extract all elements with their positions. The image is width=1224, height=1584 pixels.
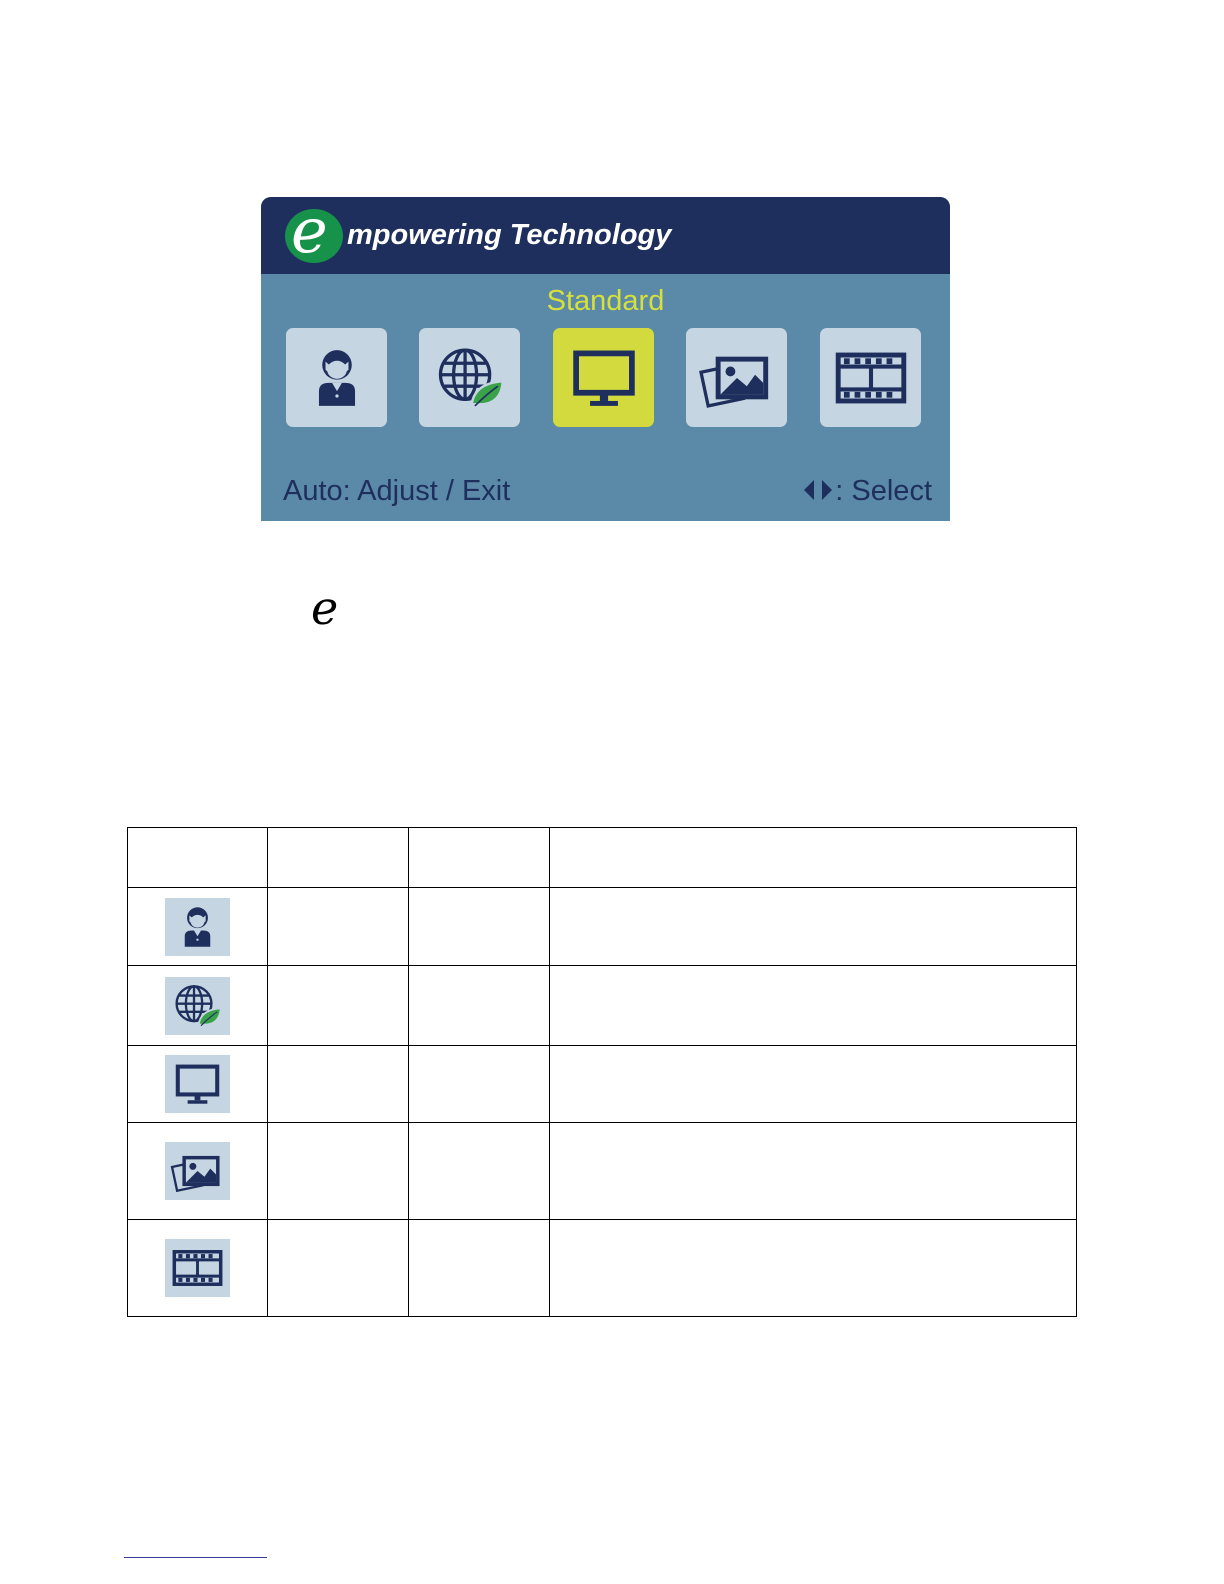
table-cell (409, 1220, 550, 1317)
select-hint (801, 473, 932, 509)
table-cell (268, 888, 409, 966)
empowering-e-symbol: e (311, 581, 339, 635)
table-cell (268, 966, 409, 1046)
table-cell (409, 888, 550, 966)
mode-eco-button[interactable] (419, 328, 520, 427)
table-cell (550, 1123, 1077, 1220)
monitor-icon (165, 1055, 230, 1113)
logo-initial: e (291, 197, 328, 267)
table-header-row (128, 828, 1077, 888)
table-row (128, 1046, 1077, 1123)
icon-cell (128, 1220, 268, 1317)
monitor-icon (563, 337, 645, 419)
header-cell (409, 828, 550, 888)
table-cell (409, 966, 550, 1046)
table-row (128, 966, 1077, 1046)
select-hint-label: : Select (835, 475, 932, 507)
table-cell (550, 888, 1077, 966)
photo-icon (165, 1142, 230, 1200)
left-right-arrows-icon (801, 477, 835, 503)
header-cell (268, 828, 409, 888)
user-icon (296, 337, 378, 419)
table-cell (268, 1046, 409, 1123)
icon-cell (128, 966, 268, 1046)
table-cell (409, 1123, 550, 1220)
icon-cell (128, 1046, 268, 1123)
icon-cell (128, 1123, 268, 1220)
empowering-osd-panel (261, 197, 950, 521)
table-cell (550, 1220, 1077, 1317)
film-icon (165, 1239, 230, 1297)
table-cell (550, 966, 1077, 1046)
icon-cell (128, 888, 268, 966)
mode-graphics-button[interactable] (686, 328, 787, 427)
eco-globe-icon (429, 337, 511, 419)
film-icon (830, 337, 912, 419)
mode-movie-button[interactable] (820, 328, 921, 427)
header-cell (128, 828, 268, 888)
footnote-divider (124, 1557, 267, 1558)
table-cell (268, 1220, 409, 1317)
table-cell (550, 1046, 1077, 1123)
eco-globe-icon (165, 977, 230, 1035)
mode-standard-button[interactable] (553, 328, 654, 427)
current-mode-label: Standard (546, 285, 665, 317)
table-cell (409, 1046, 550, 1123)
table-row (128, 888, 1077, 966)
table-row (128, 1220, 1077, 1317)
photo-icon (696, 337, 778, 419)
osd-header (261, 197, 950, 274)
header-cell (550, 828, 1077, 888)
osd-title: mpowering Technology (347, 219, 672, 251)
auto-adjust-exit-hint: Auto: Adjust / Exit (283, 475, 511, 507)
modes-table (127, 827, 1077, 1317)
table-row (128, 1123, 1077, 1220)
table-cell (268, 1123, 409, 1220)
user-icon (165, 898, 230, 956)
mode-user-button[interactable] (286, 328, 387, 427)
